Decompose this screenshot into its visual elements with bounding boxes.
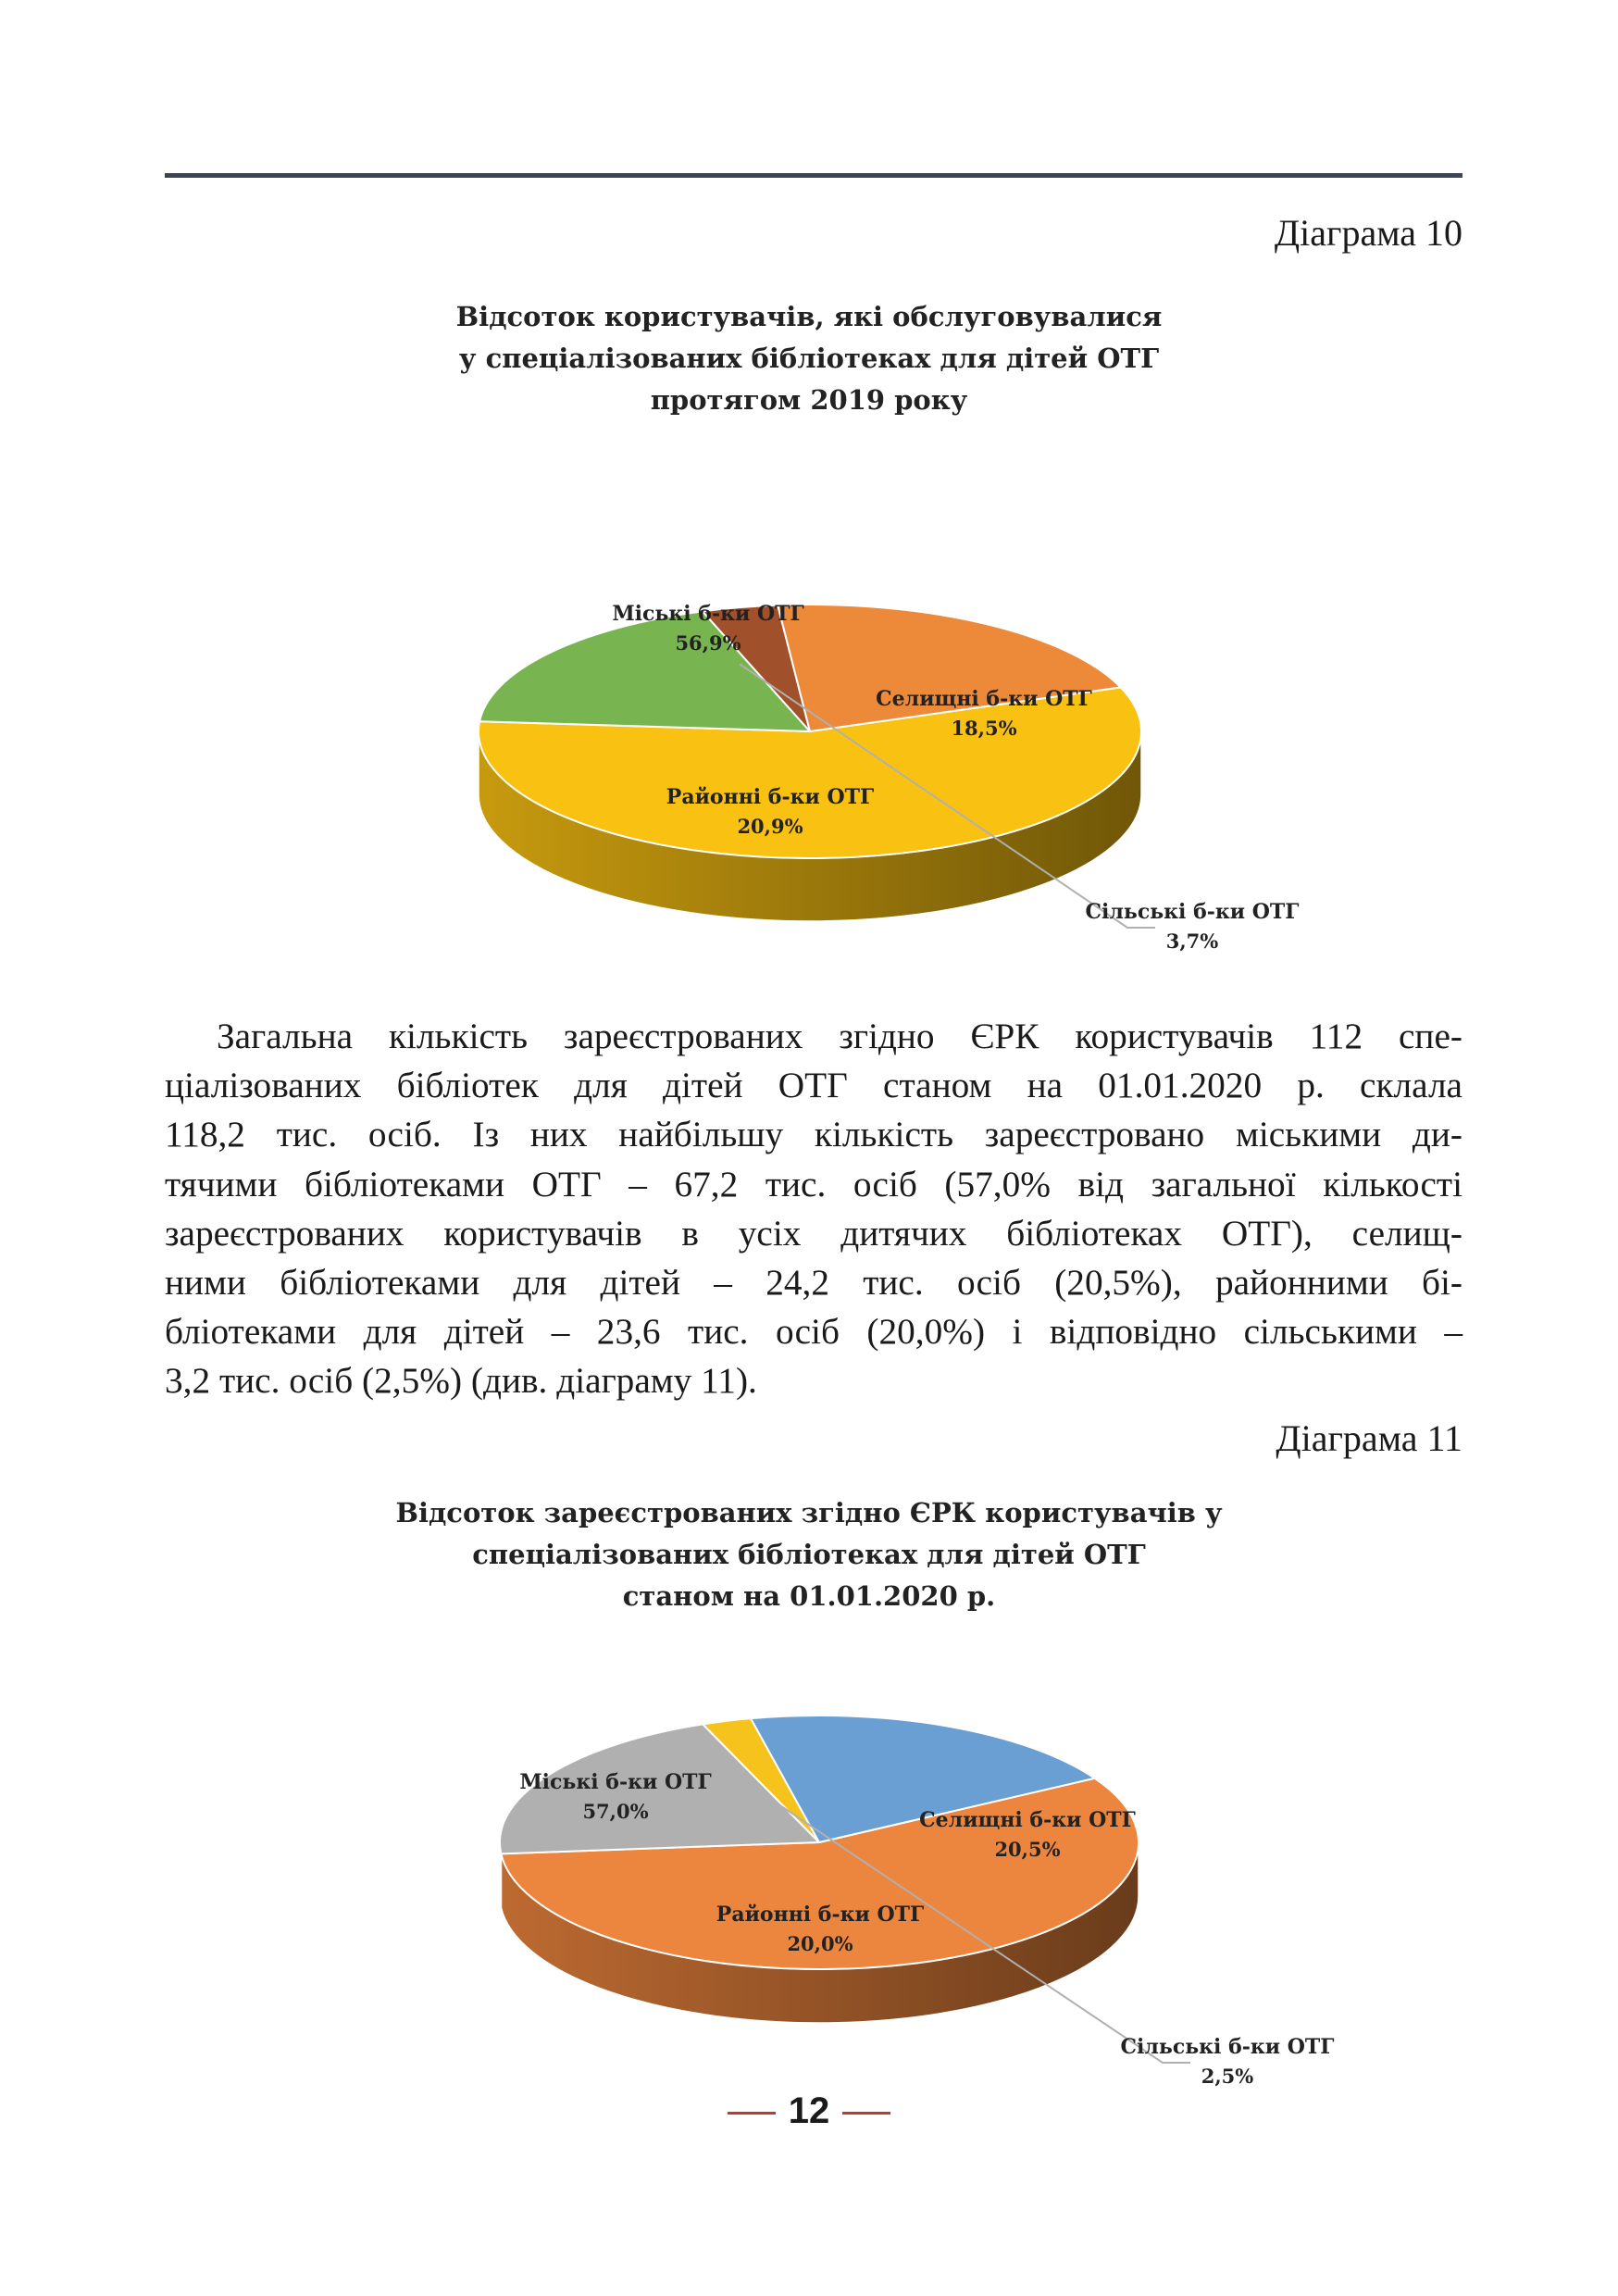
slice-label-name: Районні б-ки ОТГ bbox=[666, 785, 875, 809]
pie-tops bbox=[479, 605, 1141, 858]
paragraph-line: зареєстрованих користувачів в усіх дитячих бібліотеках ОТГ), селищ- bbox=[165, 1212, 1462, 1254]
chart-1-title-line: у спеціалізованих бібліотеках для дітей ОТГ bbox=[458, 343, 1160, 374]
chart-1-title-line: Відсоток користувачів, які обслуговувалися bbox=[455, 301, 1163, 332]
body-paragraph bbox=[165, 1012, 1462, 1406]
slice-label-value: 18,5% bbox=[951, 717, 1017, 740]
header-rule bbox=[165, 173, 1462, 178]
slice-label-name: Сільські б-ки ОТГ bbox=[1085, 900, 1300, 924]
paragraph-line: 118,2 тис. осіб. Із них найбільшу кількість зареєстровано міськими ди- bbox=[165, 1114, 1462, 1155]
slice-label-name: Сільські б-ки ОТГ bbox=[1120, 2035, 1335, 2059]
chart-2-title bbox=[346, 1492, 1272, 1617]
chart-2-title-line: спеціалізованих бібліотеках для дітей ОТГ bbox=[472, 1539, 1146, 1570]
chart-1-title bbox=[346, 296, 1272, 421]
slice-label-name: Селищні б-ки ОТГ bbox=[876, 687, 1092, 711]
paragraph-line: бліотеками для дітей – 23,6 тис. осіб (20,0%) і відповідно сільськими – bbox=[165, 1311, 1462, 1353]
chart-2-title-line: Відсоток зареєстрованих згідно ЄРК користувачів у bbox=[395, 1497, 1223, 1529]
page-number: 12 bbox=[788, 2090, 830, 2131]
slice-label-value: 20,0% bbox=[787, 1932, 853, 1955]
paragraph-line: ціалізованих бібліотек для дітей ОТГ станом на 01.01.2020 р. склала bbox=[165, 1065, 1462, 1106]
diagram-11-caption: Діаграма 11 bbox=[1276, 1417, 1462, 1459]
footer-dash-left bbox=[728, 2112, 776, 2115]
footer-dash-right bbox=[842, 2112, 890, 2115]
paragraph-line: тячими бібліотеками ОТГ – 67,2 тис. осіб (57,0% від загальної кількості bbox=[165, 1163, 1462, 1204]
slice-label-value: 2,5% bbox=[1201, 2065, 1254, 2088]
slice-label-value: 20,5% bbox=[994, 1838, 1061, 1861]
slice-label-name: Районні б-ки ОТГ bbox=[716, 1903, 925, 1927]
slice-label-value: 20,9% bbox=[737, 815, 803, 838]
diagram-10-caption: Діаграма 10 bbox=[1274, 212, 1462, 254]
pie-chart-1 bbox=[0, 518, 1618, 981]
paragraph-line: ними бібліотеками для дітей – 24,2 тис. осіб (20,5%), районними бі- bbox=[165, 1262, 1462, 1304]
slice-label-value: 56,9% bbox=[675, 631, 741, 655]
page-footer bbox=[0, 2090, 1618, 2132]
chart-1-title-line: протягом 2019 року bbox=[650, 384, 968, 416]
slice-label-value: 3,7% bbox=[1165, 930, 1219, 953]
pie-chart-2 bbox=[0, 1666, 1618, 2092]
paragraph-line: 3,2 тис. осіб (2,5%) (див. діаграму 11). bbox=[165, 1360, 757, 1402]
slice-label-name: Селищні б-ки ОТГ bbox=[919, 1808, 1136, 1832]
slice-label-name: Міські б-ки ОТГ bbox=[612, 602, 804, 626]
paragraph-line: Загальна кількість зареєстрованих згідно ЄРК користувачів 112 спе- bbox=[217, 1016, 1462, 1056]
chart-2-title-line: станом на 01.01.2020 р. bbox=[622, 1580, 996, 1612]
slice-label-value: 57,0% bbox=[582, 1800, 649, 1823]
slice-label-name: Міські б-ки ОТГ bbox=[519, 1770, 712, 1794]
